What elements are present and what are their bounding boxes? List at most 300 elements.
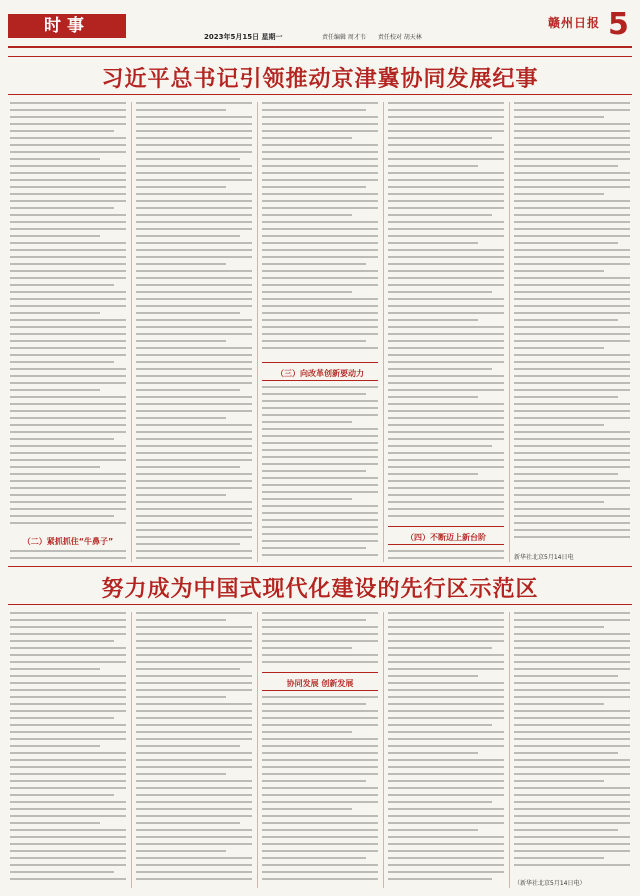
text-line [262, 312, 378, 314]
text-line [514, 403, 630, 405]
text-line [136, 640, 252, 642]
text-line [10, 703, 126, 705]
text-line [10, 158, 100, 160]
text-line [514, 424, 604, 426]
subhead-rule [262, 672, 378, 673]
text-line [136, 647, 252, 649]
text-line [262, 484, 378, 486]
text-line [514, 668, 630, 670]
text-line [514, 850, 630, 852]
text-line [10, 661, 126, 663]
text-line [514, 536, 630, 538]
text-line [388, 361, 504, 363]
text-line [262, 340, 366, 342]
text-line [514, 619, 630, 621]
text-line [388, 794, 504, 796]
text-line [388, 815, 504, 817]
article-1-subhead-3: （四）不断迈上新台阶 [406, 533, 486, 542]
headline-rule-top [8, 566, 632, 567]
text-line [388, 291, 492, 293]
text-line [514, 228, 630, 230]
text-line [136, 543, 240, 545]
text-line [262, 766, 378, 768]
text-line [136, 459, 252, 461]
text-line [262, 179, 378, 181]
text-line [136, 829, 252, 831]
text-line [10, 396, 126, 398]
text-line [388, 130, 504, 132]
text-line [388, 277, 504, 279]
text-line [514, 759, 630, 761]
text-line [388, 696, 504, 698]
text-line [10, 459, 126, 461]
text-line [514, 207, 630, 209]
text-line [262, 822, 378, 824]
text-line [388, 773, 504, 775]
text-line [514, 242, 618, 244]
text-line [10, 228, 126, 230]
text-line [10, 438, 114, 440]
subhead-rule [262, 362, 378, 363]
text-line [136, 501, 252, 503]
text-line [388, 438, 504, 440]
text-line [10, 102, 126, 104]
text-line [136, 731, 252, 733]
text-line [514, 654, 630, 656]
text-line [136, 557, 252, 559]
text-line [262, 144, 378, 146]
text-line [262, 291, 352, 293]
text-line [388, 102, 504, 104]
article-2-byline: （新华社北京5月14日电） [514, 880, 586, 887]
text-line [388, 508, 504, 510]
text-line [136, 780, 252, 782]
text-line [10, 207, 114, 209]
text-line [136, 179, 252, 181]
text-line [514, 123, 630, 125]
headline-rule-bottom [8, 94, 632, 95]
text-line [10, 801, 126, 803]
text-line [514, 738, 630, 740]
text-line [388, 745, 504, 747]
text-line [388, 494, 504, 496]
text-line [10, 144, 126, 146]
text-line [388, 550, 504, 552]
text-line [136, 382, 252, 384]
text-line [514, 801, 630, 803]
text-line [388, 480, 504, 482]
text-line [136, 710, 252, 712]
text-line [10, 647, 126, 649]
text-line [136, 312, 240, 314]
text-line [388, 214, 492, 216]
text-line [262, 386, 378, 388]
text-line [136, 654, 252, 656]
text-line [262, 463, 378, 465]
text-line [136, 417, 226, 419]
editor-in-charge: 责任编辑 周才韦 [322, 34, 366, 41]
subhead-rule [262, 380, 378, 381]
text-line [10, 766, 126, 768]
text-line [388, 172, 504, 174]
text-line [136, 508, 252, 510]
text-line [136, 340, 226, 342]
text-line [514, 333, 630, 335]
text-line [514, 116, 604, 118]
text-line [262, 547, 366, 549]
text-line [514, 270, 604, 272]
text-line [262, 414, 378, 416]
text-line [262, 717, 378, 719]
text-line [262, 829, 378, 831]
text-line [10, 522, 126, 524]
text-line [514, 375, 630, 377]
text-line [262, 731, 352, 733]
text-line [514, 193, 604, 195]
text-line [10, 612, 126, 614]
text-line [262, 158, 378, 160]
text-line [10, 382, 126, 384]
text-line [136, 319, 252, 321]
text-line [10, 745, 100, 747]
text-line [136, 207, 252, 209]
text-line [10, 822, 100, 824]
text-line [10, 172, 126, 174]
text-line [514, 640, 630, 642]
text-line [514, 494, 630, 496]
text-line [262, 242, 378, 244]
text-line [136, 801, 252, 803]
text-line [136, 172, 252, 174]
text-line [388, 738, 504, 740]
text-line [136, 752, 252, 754]
article-1-byline: 新华社北京5月14日电 [514, 554, 574, 561]
text-line [514, 745, 630, 747]
text-line [10, 256, 126, 258]
text-line [10, 850, 126, 852]
text-line [514, 445, 630, 447]
column-divider [509, 102, 510, 562]
text-line [10, 424, 126, 426]
text-line [514, 249, 630, 251]
text-line [136, 878, 252, 880]
text-line [136, 717, 252, 719]
text-line [10, 340, 126, 342]
text-line [262, 871, 378, 873]
text-line [514, 109, 630, 111]
text-line [514, 480, 630, 482]
text-line [10, 857, 126, 859]
text-line [10, 123, 126, 125]
text-line [514, 452, 630, 454]
text-line [262, 801, 378, 803]
text-line [514, 647, 630, 649]
text-line [10, 633, 126, 635]
text-line [10, 738, 126, 740]
headline-rule-bottom [8, 604, 632, 605]
text-line [10, 829, 126, 831]
text-line [388, 647, 492, 649]
text-line [136, 298, 252, 300]
text-line [10, 263, 126, 265]
text-line [136, 249, 252, 251]
text-line [136, 284, 252, 286]
subhead-rule [388, 544, 504, 545]
text-line [262, 193, 378, 195]
text-line [136, 515, 252, 517]
text-line [514, 780, 604, 782]
text-line [10, 361, 114, 363]
text-line [136, 270, 252, 272]
text-line [388, 179, 504, 181]
text-line [262, 696, 378, 698]
text-line [388, 123, 504, 125]
text-line [262, 654, 378, 656]
text-line [136, 403, 252, 405]
text-line [388, 731, 504, 733]
text-line [10, 836, 126, 838]
text-line [262, 228, 378, 230]
text-line [136, 193, 252, 195]
text-line [10, 445, 126, 447]
text-line [514, 179, 630, 181]
text-line [388, 410, 504, 412]
text-line [262, 794, 378, 796]
text-line [262, 843, 378, 845]
text-line [388, 298, 504, 300]
article-1-column-5 [514, 102, 630, 546]
text-line [262, 326, 378, 328]
text-line [136, 102, 252, 104]
text-line [136, 305, 252, 307]
text-line [262, 442, 378, 444]
text-line [514, 368, 630, 370]
text-line [10, 347, 126, 349]
text-line [514, 277, 630, 279]
article-2-column-2 [136, 612, 252, 888]
text-line [136, 144, 252, 146]
text-line [262, 773, 378, 775]
article-1-subhead-2: （三）向改革创新要动力 [276, 369, 364, 378]
text-line [514, 836, 630, 838]
text-line [10, 731, 126, 733]
text-line [136, 200, 252, 202]
text-line [136, 242, 252, 244]
text-line [10, 487, 126, 489]
text-line [136, 424, 252, 426]
text-line [388, 207, 504, 209]
text-line [10, 787, 126, 789]
text-line [10, 759, 126, 761]
text-line [136, 773, 226, 775]
column-divider [131, 612, 132, 888]
text-line [136, 158, 240, 160]
text-line [136, 375, 252, 377]
text-line [136, 857, 252, 859]
text-line [10, 186, 126, 188]
text-line [136, 836, 252, 838]
text-line [514, 459, 630, 461]
text-line [514, 487, 630, 489]
header-rule [8, 46, 632, 48]
text-line [388, 836, 504, 838]
text-line [388, 843, 504, 845]
text-line [262, 102, 378, 104]
text-line [388, 724, 492, 726]
text-line [388, 780, 504, 782]
text-line [262, 305, 378, 307]
text-line [136, 522, 252, 524]
text-line [262, 235, 378, 237]
text-line [514, 200, 630, 202]
newspaper-logo: 赣州日报 [548, 16, 601, 30]
text-line [262, 703, 366, 705]
text-line [514, 515, 630, 517]
text-line [262, 407, 378, 409]
text-line [262, 137, 352, 139]
text-line [136, 480, 252, 482]
text-line [10, 780, 126, 782]
text-line [136, 109, 226, 111]
text-line [262, 116, 378, 118]
text-line [514, 186, 630, 188]
article-2-column-3 [262, 612, 378, 668]
text-line [514, 151, 630, 153]
text-line [262, 214, 352, 216]
text-line [136, 410, 252, 412]
text-line [10, 466, 100, 468]
text-line [514, 130, 630, 132]
text-line [388, 116, 504, 118]
article-2-column-4 [388, 612, 504, 888]
text-line [388, 312, 504, 314]
text-line [136, 165, 252, 167]
text-line [388, 165, 478, 167]
text-line [514, 319, 618, 321]
text-line [514, 752, 618, 754]
text-line [136, 368, 252, 370]
text-line [514, 626, 604, 628]
text-line [388, 382, 504, 384]
text-line [10, 375, 126, 377]
text-line [388, 675, 478, 677]
text-line [262, 878, 378, 880]
article-1-column-2 [136, 102, 252, 564]
text-line [388, 326, 504, 328]
text-line [10, 473, 126, 475]
text-line [514, 612, 630, 614]
text-line [388, 445, 492, 447]
text-line [10, 494, 126, 496]
text-line [10, 619, 126, 621]
article-1-column-3-continued [262, 386, 378, 564]
text-line [10, 710, 126, 712]
text-line [514, 417, 630, 419]
text-line [388, 256, 504, 258]
article-1-subhead-1: （二）紧抓抓住“牛鼻子” [22, 537, 114, 546]
text-line [262, 710, 378, 712]
text-line [136, 682, 252, 684]
text-line [388, 626, 504, 628]
text-line [514, 473, 618, 475]
text-line [262, 449, 378, 451]
text-line [514, 843, 630, 845]
text-line [514, 794, 630, 796]
text-line [514, 165, 618, 167]
text-line [136, 214, 252, 216]
text-line [136, 333, 252, 335]
text-line [10, 403, 126, 405]
text-line [262, 186, 366, 188]
text-line [388, 340, 504, 342]
text-line [262, 123, 378, 125]
text-line [388, 787, 504, 789]
text-line [514, 508, 630, 510]
text-line [136, 123, 252, 125]
text-line [262, 249, 378, 251]
text-line [10, 354, 126, 356]
text-line [388, 703, 504, 705]
text-line [262, 298, 378, 300]
text-line [10, 773, 126, 775]
text-line [262, 612, 378, 614]
text-line [136, 473, 252, 475]
text-line [514, 710, 630, 712]
text-line [514, 214, 630, 216]
text-line [10, 640, 114, 642]
text-line [10, 724, 126, 726]
text-line [136, 864, 252, 866]
text-line [136, 668, 240, 670]
text-line [262, 533, 378, 535]
text-line [262, 491, 378, 493]
text-line [10, 193, 126, 195]
text-line [514, 822, 630, 824]
text-line [388, 228, 504, 230]
text-line [514, 298, 630, 300]
text-line [388, 347, 504, 349]
text-line [136, 703, 252, 705]
text-line [10, 242, 126, 244]
text-line [262, 780, 366, 782]
text-line [136, 822, 240, 824]
text-line [262, 505, 378, 507]
text-line [136, 794, 252, 796]
text-line [514, 675, 618, 677]
text-line [514, 221, 630, 223]
text-line [262, 130, 378, 132]
text-line [136, 431, 252, 433]
text-line [388, 661, 504, 663]
text-line [10, 878, 126, 880]
text-line [262, 526, 378, 528]
article-2-column-3-continued [262, 696, 378, 888]
text-line [514, 312, 630, 314]
text-line [136, 738, 252, 740]
text-line [514, 389, 630, 391]
text-line [136, 536, 252, 538]
text-line [136, 361, 252, 363]
text-line [388, 109, 504, 111]
text-line [388, 193, 504, 195]
text-line [262, 207, 378, 209]
column-divider [383, 612, 384, 888]
text-line [10, 689, 126, 691]
text-line [10, 221, 126, 223]
text-line [514, 717, 630, 719]
text-line [10, 235, 100, 237]
text-line [388, 263, 504, 265]
